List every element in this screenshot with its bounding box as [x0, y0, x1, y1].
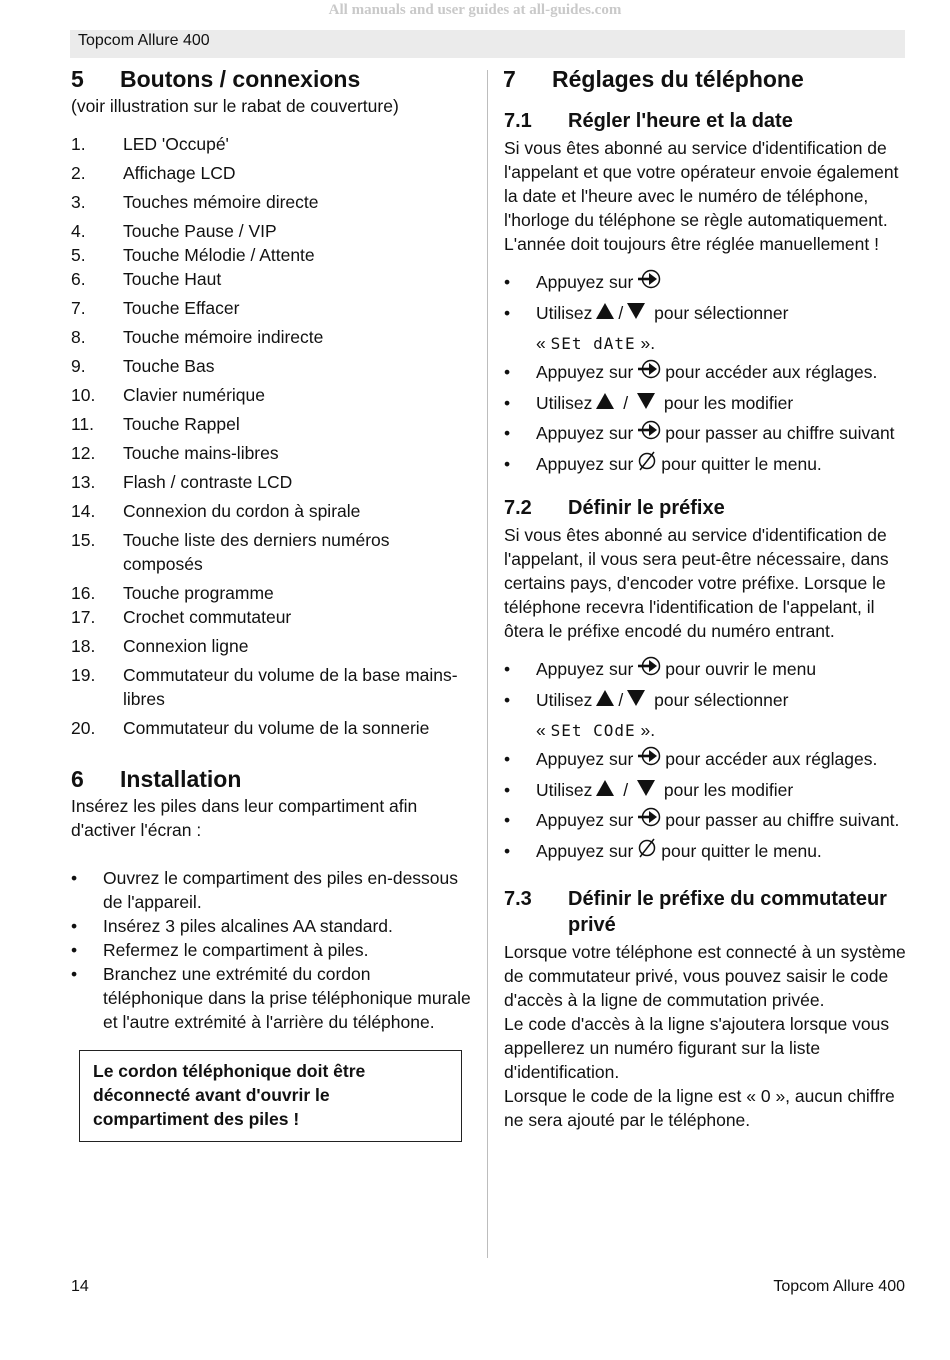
- list-item: 8. Touche mémoire indirecte: [71, 327, 324, 347]
- section-7-1-body: Si vous êtes abonné au service d'identification de l'appelant et que votre opérateur envoie également la date et l'heure avec le numéro de téléphone, l'horloge du téléphone se règle automatiquement. L'année doit toujours être réglée manuellement !: [504, 138, 899, 254]
- section-7-3-para-2: Le code d'accès à la ligne s'ajoutera lorsque vous appellerez un numéro figurant sur la liste d'identification.: [504, 1013, 890, 1082]
- menu-enter-icon: [636, 268, 662, 290]
- arrow-up-icon: [595, 779, 615, 797]
- list-item: • Branchez une extrémité du cordon téléphonique dans la prise téléphonique murale et l'autre extrémité à l'arrière du téléphone.: [71, 964, 471, 1032]
- menu-enter-icon: [636, 745, 662, 767]
- list-item: 9. Touche Bas: [71, 356, 215, 376]
- list-item: • Utilisez / pour sélectionner « SEt dAtE ».: [504, 303, 789, 353]
- list-item: 16. Touche programme: [71, 583, 274, 603]
- list-item: • Appuyez sur pour quitter le menu.: [504, 837, 909, 868]
- buttons-list: [71, 132, 471, 740]
- section-5-subtitle: (voir illustration sur le rabat de couverture): [71, 96, 399, 116]
- section-5-heading: 5 Boutons / connexions: [71, 66, 361, 92]
- section-7-1-heading: 7.1 Régler l'heure et la date: [504, 110, 793, 132]
- right-column: [504, 64, 909, 1132]
- list-item: 3. Touches mémoire directe: [71, 192, 319, 212]
- list-item: 2. Affichage LCD: [71, 163, 236, 183]
- arrow-up-icon: [595, 302, 615, 320]
- arrow-down-icon: [626, 689, 646, 707]
- header-title: Topcom Allure 400: [78, 32, 210, 49]
- list-item: 20. Commutateur du volume de la sonnerie: [71, 718, 430, 738]
- list-item: • Ouvrez le compartiment des piles en-dessous de l'appareil.: [71, 868, 459, 912]
- list-item: • Appuyez sur pour accéder aux réglages.: [504, 745, 909, 776]
- arrow-up-icon: [595, 689, 615, 707]
- watermark: All manuals and user guides at all-guides.com: [328, 2, 622, 18]
- prefix-steps: [504, 655, 909, 868]
- list-item: 10. Clavier numérique: [71, 385, 266, 405]
- list-item: • Appuyez sur pour passer au chiffre suivant: [504, 419, 909, 450]
- arrow-down-icon: [636, 392, 656, 410]
- column-divider: [487, 70, 488, 1258]
- list-item: • Appuyez sur pour passer au chiffre suivant.: [504, 806, 909, 837]
- list-item: 15. Touche liste des derniers numéros composés: [71, 530, 390, 574]
- list-item: • Insérez 3 piles alcalines AA standard.: [71, 916, 393, 936]
- list-item: 6. Touche Haut: [71, 269, 222, 289]
- section-6-heading: 6 Installation: [71, 766, 242, 792]
- page-number: 14: [71, 1278, 89, 1295]
- list-item: • Refermez le compartiment à piles.: [71, 940, 369, 960]
- menu-enter-icon: [636, 419, 662, 441]
- section-6-intro: Insérez les piles dans leur compartiment afin d'activer l'écran :: [71, 796, 418, 840]
- arrow-down-icon: [626, 302, 646, 320]
- cancel-icon: [636, 450, 658, 472]
- installation-list: [71, 866, 471, 1034]
- list-item: 14. Connexion du cordon à spirale: [71, 501, 361, 521]
- lcd-text: SEt COdE: [550, 720, 636, 740]
- list-item: • Appuyez sur pour accéder aux réglages.: [504, 358, 909, 389]
- menu-enter-icon: [636, 358, 662, 380]
- list-item: 13. Flash / contraste LCD: [71, 472, 293, 492]
- section-7-3-heading: 7.3 Définir le préfixe du commutateur privé: [504, 887, 887, 936]
- arrow-up-icon: [595, 392, 615, 410]
- list-item: 18. Connexion ligne: [71, 636, 249, 656]
- section-7-2-body: Si vous êtes abonné au service d'identification de l'appelant, il vous sera peut-être nécessaire, dans certains pays, d'encoder votre préfixe. Lorsque le téléphone recevra l'identification de l'appelant, il ôtera le préfixe encodé du numéro entrant.: [504, 524, 889, 641]
- arrow-down-icon: [636, 779, 656, 797]
- list-item: 5. Touche Mélodie / Attente: [71, 245, 315, 265]
- cancel-icon: [636, 837, 658, 859]
- section-7-2-heading: 7.2 Définir le préfixe: [504, 496, 725, 519]
- list-item: • Appuyez sur pour ouvrir le menu: [504, 655, 909, 686]
- section-7-heading: 7 Réglages du téléphone: [503, 66, 804, 92]
- menu-enter-icon: [636, 806, 662, 828]
- list-item: 11. Touche Rappel: [71, 414, 240, 434]
- list-item: • Utilisez / pour sélectionner « SEt COdE ».: [504, 689, 789, 740]
- menu-enter-icon: [636, 655, 662, 677]
- running-header: [70, 30, 905, 58]
- lcd-text: SEt dAtE: [550, 333, 636, 353]
- list-item: 12. Touche mains-libres: [71, 443, 279, 463]
- list-item: • Appuyez sur: [504, 268, 909, 299]
- list-item: • Appuyez sur pour quitter le menu.: [504, 450, 909, 481]
- time-date-steps: [504, 268, 909, 481]
- list-item: 19. Commutateur du volume de la base mains-libres: [71, 665, 458, 709]
- section-7-3-para-3: Lorsque le code de la ligne est « 0 », aucun chiffre ne sera ajouté par le téléphone.: [504, 1085, 895, 1130]
- list-item: 7. Touche Effacer: [71, 298, 240, 318]
- list-item: • Utilisez / pour les modifier: [504, 392, 794, 413]
- list-item: 17. Crochet commutateur: [71, 607, 292, 627]
- left-column: [71, 64, 471, 1142]
- list-item: 4. Touche Pause / VIP: [71, 221, 277, 241]
- list-item: 1. LED 'Occupé': [71, 134, 229, 154]
- list-item: • Utilisez / pour les modifier: [504, 779, 794, 800]
- section-7-3-para-1: Lorsque votre téléphone est connecté à un système de commutateur privé, vous pouvez saisir le code d'accès à la ligne de commutation privée.: [504, 941, 906, 1010]
- warning-note: Le cordon téléphonique doit être déconnecté avant d'ouvrir le compartiment des piles !: [79, 1050, 462, 1142]
- footer-product: Topcom Allure 400: [773, 1278, 905, 1295]
